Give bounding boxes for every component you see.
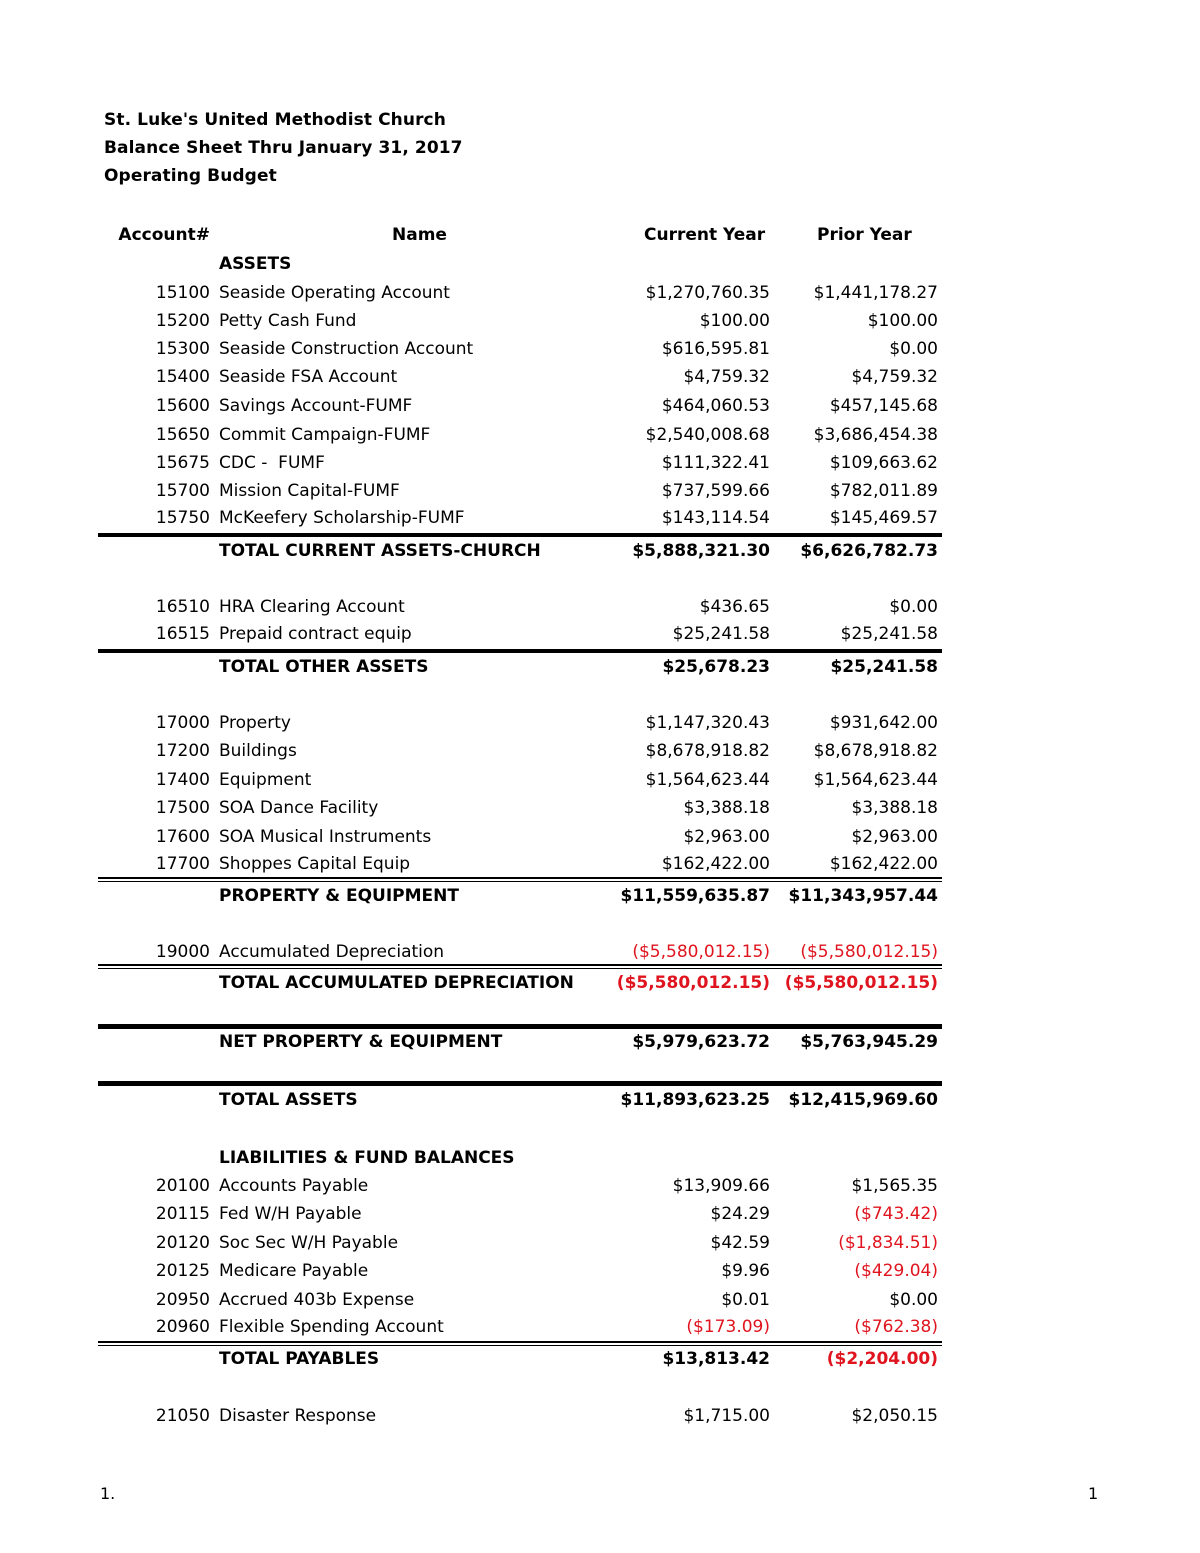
- current-year-cell: $4,759.32: [683, 367, 770, 387]
- prior-year-cell: $25,241.58: [840, 624, 938, 644]
- current-year-cell: $616,595.81: [661, 339, 770, 359]
- name-cell: Commit Campaign-FUMF: [219, 425, 431, 445]
- footer-left-label: 1.: [100, 1484, 116, 1503]
- current-year-cell: $436.65: [699, 597, 770, 617]
- total-row: [100, 1028, 942, 1056]
- table-row: [100, 1286, 942, 1314]
- current-year-cell: $1,147,320.43: [645, 713, 770, 733]
- table-row: [100, 794, 942, 822]
- name-cell: Buildings: [219, 741, 297, 761]
- prior-year-cell: $1,441,178.27: [813, 283, 938, 303]
- column-header-name: Name: [392, 225, 447, 245]
- organization-title: St. Luke's United Methodist Church: [104, 110, 446, 130]
- account-cell: 17600: [155, 827, 210, 847]
- prior-year-cell: $12,415,969.60: [788, 1090, 938, 1110]
- prior-year-cell: ($5,580,012.15): [784, 973, 938, 993]
- current-year-cell: $13,813.42: [662, 1349, 770, 1369]
- prior-year-cell: $109,663.62: [829, 453, 938, 473]
- name-cell: Accounts Payable: [219, 1176, 369, 1196]
- table-row: [100, 449, 942, 477]
- table-row: [100, 823, 942, 851]
- name-cell: Flexible Spending Account: [219, 1317, 444, 1337]
- current-year-cell: ($5,580,012.15): [632, 942, 770, 962]
- name-cell: PROPERTY & EQUIPMENT: [219, 886, 459, 906]
- prior-year-cell: $4,759.32: [851, 367, 938, 387]
- account-cell: 15200: [155, 311, 210, 331]
- current-year-cell: $1,564,623.44: [645, 770, 770, 790]
- table-row: [100, 1172, 942, 1200]
- prior-year-cell: $11,343,957.44: [788, 886, 938, 906]
- prior-year-cell: $3,686,454.38: [813, 425, 938, 445]
- prior-year-cell: $162,422.00: [829, 854, 938, 874]
- name-cell: Accrued 403b Expense: [219, 1290, 415, 1310]
- current-year-cell: $9.96: [721, 1261, 770, 1281]
- current-year-cell: $2,963.00: [683, 827, 770, 847]
- prior-year-cell: ($743.42): [854, 1204, 938, 1224]
- account-cell: 15750: [155, 508, 210, 528]
- account-cell: 15400: [155, 367, 210, 387]
- section-heading-liabilities: [100, 1144, 942, 1172]
- prior-year-cell: $0.00: [889, 339, 938, 359]
- report-title: Balance Sheet Thru January 31, 2017: [104, 138, 463, 158]
- name-cell: LIABILITIES & FUND BALANCES: [219, 1148, 515, 1168]
- current-year-cell: $464,060.53: [661, 396, 770, 416]
- prior-year-cell: $2,050.15: [851, 1406, 938, 1426]
- table-row: [100, 421, 942, 449]
- name-cell: TOTAL CURRENT ASSETS-CHURCH: [219, 541, 541, 561]
- page-number: 1: [1088, 1484, 1099, 1503]
- column-header-account: Account#: [118, 225, 210, 245]
- prior-year-cell: ($5,580,012.15): [800, 942, 938, 962]
- account-cell: 20120: [155, 1233, 210, 1253]
- prior-year-cell: $457,145.68: [829, 396, 938, 416]
- name-cell: Savings Account-FUMF: [219, 396, 413, 416]
- table-row: [100, 593, 942, 621]
- current-year-cell: $13,909.66: [672, 1176, 770, 1196]
- current-year-cell: $100.00: [699, 311, 770, 331]
- table-row: [100, 938, 942, 966]
- prior-year-cell: ($762.38): [854, 1317, 938, 1337]
- account-cell: 17000: [155, 713, 210, 733]
- account-cell: 15700: [155, 481, 210, 501]
- name-cell: Petty Cash Fund: [219, 311, 357, 331]
- total-row: [100, 882, 942, 910]
- current-year-cell: $24.29: [710, 1204, 770, 1224]
- prior-year-cell: $782,011.89: [829, 481, 938, 501]
- account-cell: 20100: [155, 1176, 210, 1196]
- name-cell: Accumulated Depreciation: [219, 942, 445, 962]
- total-row: [100, 969, 942, 997]
- table-row: [100, 1229, 942, 1257]
- name-cell: TOTAL OTHER ASSETS: [219, 657, 429, 677]
- table-row: [100, 279, 942, 307]
- table-row: [100, 477, 942, 505]
- name-cell: Shoppes Capital Equip: [219, 854, 411, 874]
- prior-year-cell: ($429.04): [854, 1261, 938, 1281]
- name-cell: Seaside FSA Account: [219, 367, 398, 387]
- current-year-cell: $8,678,918.82: [645, 741, 770, 761]
- name-cell: NET PROPERTY & EQUIPMENT: [219, 1032, 503, 1052]
- prior-year-cell: $0.00: [889, 597, 938, 617]
- name-cell: Prepaid contract equip: [219, 624, 412, 644]
- prior-year-cell: $1,564,623.44: [813, 770, 938, 790]
- table-row: [100, 737, 942, 765]
- account-cell: 17700: [155, 854, 210, 874]
- name-cell: McKeefery Scholarship-FUMF: [219, 508, 465, 528]
- name-cell: SOA Dance Facility: [219, 798, 379, 818]
- name-cell: HRA Clearing Account: [219, 597, 405, 617]
- section-heading-assets: [100, 250, 942, 278]
- prior-year-cell: ($1,834.51): [838, 1233, 938, 1253]
- table-row: [100, 709, 942, 737]
- name-cell: TOTAL ACCUMULATED DEPRECIATION: [219, 973, 574, 993]
- name-cell: Soc Sec W/H Payable: [219, 1233, 399, 1253]
- name-cell: Seaside Operating Account: [219, 283, 450, 303]
- table-row: [100, 766, 942, 794]
- current-year-cell: $2,540,008.68: [645, 425, 770, 445]
- name-cell: Mission Capital-FUMF: [219, 481, 400, 501]
- current-year-cell: $11,559,635.87: [620, 886, 770, 906]
- name-cell: TOTAL PAYABLES: [219, 1349, 380, 1369]
- prior-year-cell: $1,565.35: [851, 1176, 938, 1196]
- current-year-cell: $5,979,623.72: [632, 1032, 770, 1052]
- name-cell: CDC - FUMF: [219, 453, 325, 473]
- account-cell: 17400: [155, 770, 210, 790]
- current-year-cell: $111,322.41: [661, 453, 770, 473]
- table-row: [100, 620, 942, 648]
- table-row: [100, 1402, 942, 1430]
- name-cell: Medicare Payable: [219, 1261, 369, 1281]
- column-header-row: [100, 221, 942, 249]
- account-cell: 17500: [155, 798, 210, 818]
- account-cell: 15650: [155, 425, 210, 445]
- total-row: [100, 1345, 942, 1373]
- name-cell: Equipment: [219, 770, 312, 790]
- table-row: [100, 850, 942, 878]
- current-year-cell: $25,241.58: [672, 624, 770, 644]
- prior-year-cell: $25,241.58: [830, 657, 938, 677]
- account-cell: 20125: [155, 1261, 210, 1281]
- prior-year-cell: $2,963.00: [851, 827, 938, 847]
- prior-year-cell: $3,388.18: [851, 798, 938, 818]
- table-row: [100, 307, 942, 335]
- current-year-cell: $25,678.23: [662, 657, 770, 677]
- current-year-cell: $42.59: [710, 1233, 770, 1253]
- prior-year-cell: $8,678,918.82: [813, 741, 938, 761]
- account-cell: 20115: [155, 1204, 210, 1224]
- name-cell: TOTAL ASSETS: [219, 1090, 358, 1110]
- current-year-cell: $737,599.66: [661, 481, 770, 501]
- account-cell: 19000: [155, 942, 210, 962]
- account-cell: 20950: [155, 1290, 210, 1310]
- current-year-cell: $5,888,321.30: [632, 541, 770, 561]
- account-cell: 15675: [155, 453, 210, 473]
- table-row: [100, 1257, 942, 1285]
- account-cell: 20960: [155, 1317, 210, 1337]
- account-cell: 16515: [155, 624, 210, 644]
- total-row: [100, 537, 942, 565]
- current-year-cell: $3,388.18: [683, 798, 770, 818]
- name-cell: Fed W/H Payable: [219, 1204, 362, 1224]
- prior-year-cell: $145,469.57: [829, 508, 938, 528]
- table-row: [100, 363, 942, 391]
- prior-year-cell: ($2,204.00): [826, 1349, 938, 1369]
- prior-year-cell: $0.00: [889, 1290, 938, 1310]
- total-row: [100, 1086, 942, 1114]
- name-cell: SOA Musical Instruments: [219, 827, 432, 847]
- name-cell: Property: [219, 713, 291, 733]
- current-year-cell: ($173.09): [686, 1317, 770, 1337]
- account-cell: 16510: [155, 597, 210, 617]
- current-year-cell: $1,715.00: [683, 1406, 770, 1426]
- account-cell: 15600: [155, 396, 210, 416]
- table-row: [100, 335, 942, 363]
- current-year-cell: $143,114.54: [661, 508, 770, 528]
- name-cell: Seaside Construction Account: [219, 339, 474, 359]
- prior-year-cell: $100.00: [867, 311, 938, 331]
- account-cell: 15300: [155, 339, 210, 359]
- name-cell: ASSETS: [219, 254, 292, 274]
- current-year-cell: ($5,580,012.15): [616, 973, 770, 993]
- prior-year-cell: $5,763,945.29: [800, 1032, 938, 1052]
- current-year-cell: $11,893,623.25: [620, 1090, 770, 1110]
- current-year-cell: $162,422.00: [661, 854, 770, 874]
- budget-title: Operating Budget: [104, 166, 277, 186]
- account-cell: 15100: [155, 283, 210, 303]
- table-row: [100, 1313, 942, 1341]
- current-year-cell: $0.01: [721, 1290, 770, 1310]
- prior-year-cell: $931,642.00: [829, 713, 938, 733]
- table-row: [100, 392, 942, 420]
- account-cell: 21050: [155, 1406, 210, 1426]
- total-row: [100, 653, 942, 681]
- account-cell: 17200: [155, 741, 210, 761]
- column-header-prior-year: Prior Year: [817, 225, 912, 245]
- column-header-current-year: Current Year: [644, 225, 766, 245]
- name-cell: Disaster Response: [219, 1406, 377, 1426]
- prior-year-cell: $6,626,782.73: [800, 541, 938, 561]
- table-row: [100, 1200, 942, 1228]
- current-year-cell: $1,270,760.35: [645, 283, 770, 303]
- table-row: [100, 504, 942, 532]
